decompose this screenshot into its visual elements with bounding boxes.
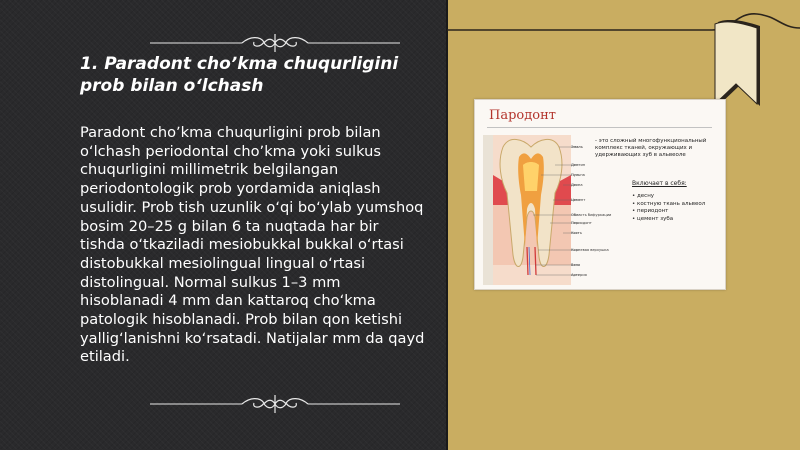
bookmark-ribbon-icon — [712, 20, 768, 110]
diagram-label: Область бифуркации — [571, 213, 612, 217]
card-divider — [487, 127, 712, 128]
list-item: • цемент зуба — [632, 216, 705, 224]
diagram-label: Корневая верхушка — [571, 248, 609, 252]
slide-body-text: Paradont choʼkma chuqurligini prob bilan oʻlchash periodontal choʼkma yoki sulkus chuqurligini millimetrik belgilangan periodontologik prob yordamida aniqlash usulidir. Prob tish uzunlik oʻqi boʻylab yumshoq bosim 20–25 g bilan 6 ta nuqtada har bir tishda oʻtkaziladi mesiobukkal bukkal oʻrtasi distobukkal mesiolingual lingual oʻrtasi distolingual. Normal sulkus 1–3 mm hisoblanadi 4 mm dan kattaroq choʻkma patologik hisoblanadi. Prob bilan qon ketishi yalligʻlanishni koʻrsatadi. Natijalar mm da qayd etiladi. — [80, 124, 425, 366]
diagram-label: Десна — [571, 183, 583, 187]
periodont-image-card — [474, 99, 726, 290]
top-ornament-icon — [150, 34, 400, 52]
list-item: • периодонт — [632, 208, 705, 216]
bottom-ornament-icon — [150, 395, 400, 413]
includes-list — [632, 193, 705, 223]
list-item: • десну — [632, 193, 705, 201]
diagram-label: Кость — [571, 231, 582, 235]
diagram-label: Вена — [571, 263, 581, 267]
diagram-label: Артерия — [571, 273, 587, 277]
diagram-label: Периодонт — [571, 221, 592, 225]
includes-heading: Включает в себя: — [632, 180, 687, 187]
panel-divider — [446, 0, 448, 450]
diagram-label: Цемент — [571, 198, 586, 202]
diagram-label: Эмаль — [571, 145, 583, 149]
card-description: - это сложный многофункциональный комплекс тканей, окружающих и удерживающих зуб в альвеоле — [595, 138, 707, 158]
diagram-label: Дентин — [571, 163, 586, 167]
tooth-anatomy-diagram — [483, 135, 601, 285]
card-title: Пародонт — [489, 108, 556, 123]
list-item: • костную ткань альвеол — [632, 201, 705, 209]
diagram-label: Пульпа — [571, 173, 585, 177]
slide-title: 1. Paradont choʼkma chuqurligini prob bilan oʻlchash — [80, 54, 399, 96]
